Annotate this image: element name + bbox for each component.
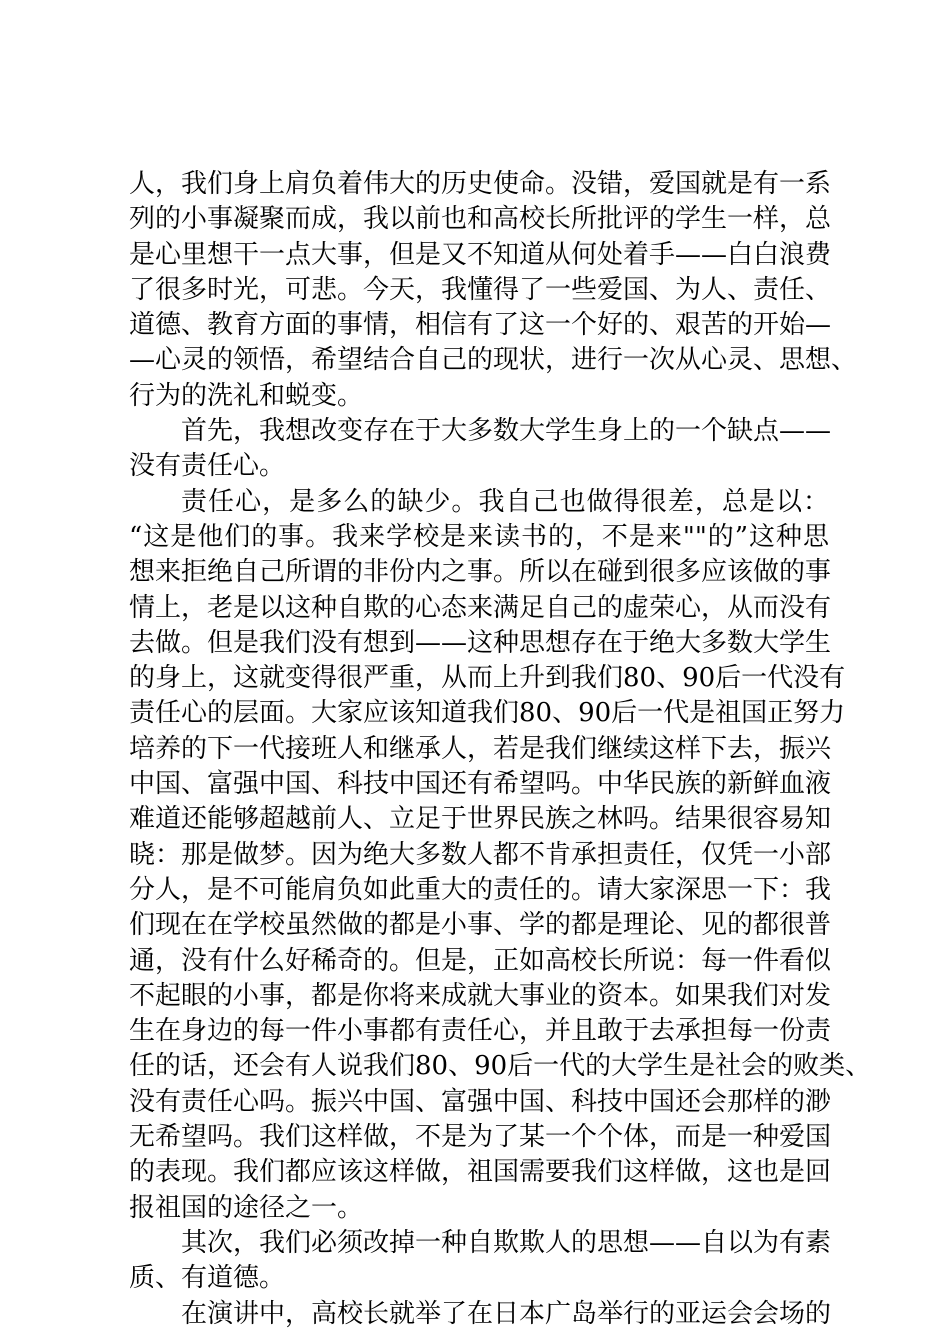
- text-line: 报祖国的途径之一。: [129, 1192, 364, 1223]
- text-line: 难道还能够超越前人、立足于世界民族之林吗。结果很容易知: [129, 804, 832, 835]
- text-line: 无希望吗。我们这样做，不是为了某一个个体，而是一种爱国: [129, 1122, 832, 1153]
- text-line: 行为的洗礼和蜕变。: [129, 380, 364, 411]
- text-line: 不起眼的小事，都是你将来成就大事业的资本。如果我们对发: [129, 980, 832, 1011]
- text-line: 的表现。我们都应该这样做，祖国需要我们这样做，这也是回: [129, 1157, 832, 1188]
- text-line: 是心里想干一点大事，但是又不知道从何处着手——白白浪费: [129, 239, 832, 270]
- text-line: 任的话，还会有人说我们80、90后一代的大学生是社会的败类、: [129, 1051, 872, 1082]
- text-line: 生在身边的每一件小事都有责任心，并且敢于去承担每一份责: [129, 1016, 832, 1047]
- text-line: 责任心的层面。大家应该知道我们80、90后一代是祖国正努力: [129, 698, 846, 729]
- text-line: 分人，是不可能肩负如此重大的责任的。请大家深思一下：我: [129, 874, 832, 905]
- text-line: 去做。但是我们没有想到——这种思想存在于绝大多数大学生: [129, 627, 832, 658]
- text-line: 首先，我想改变存在于大多数大学生身上的一个缺点——: [181, 416, 832, 447]
- text-line: 在演讲中，高校长就举了在日本广岛举行的亚运会会场的: [181, 1298, 832, 1329]
- text-line: 道德、教育方面的事情，相信有了这一个好的、艰苦的开始—: [129, 310, 832, 341]
- text-line: 中国、富强中国、科技中国还有希望吗。中华民族的新鲜血液: [129, 769, 832, 800]
- text-line: “这是他们的事。我来学校是来读书的，不是来""的”这种思: [129, 521, 829, 552]
- text-line: 晓：那是做梦。因为绝大多数人都不肯承担责任，仅凭一小部: [129, 839, 832, 870]
- text-line: 其次，我们必须改掉一种自欺欺人的思想——自以为有素: [181, 1227, 832, 1258]
- text-line: 通，没有什么好稀奇的。但是，正如高校长所说：每一件看似: [129, 945, 832, 976]
- text-line: 想来拒绝自己所谓的非份内之事。所以在碰到很多应该做的事: [129, 557, 832, 588]
- text-line: 情上，老是以这种自欺的心态来满足自己的虚荣心，从而没有: [129, 592, 832, 623]
- text-line: 了很多时光，可悲。今天，我懂得了一些爱国、为人、责任、: [129, 274, 832, 305]
- text-line: 没有责任心吗。振兴中国、富强中国、科技中国还会那样的渺: [129, 1086, 832, 1117]
- text-line: 责任心，是多么的缺少。我自己也做得很差，总是以：: [181, 486, 829, 517]
- text-line: 培养的下一代接班人和继承人，若是我们继续这样下去，振兴: [129, 733, 832, 764]
- text-line: —心灵的领悟，希望结合自己的现状，进行一次从心灵、思想、: [129, 345, 858, 376]
- text-line: 们现在在学校虽然做的都是小事、学的都是理论、见的都很普: [129, 910, 832, 941]
- text-line: 质、有道德。: [129, 1263, 286, 1294]
- text-line: 没有责任心。: [129, 451, 286, 482]
- document-body: [129, 167, 872, 1332]
- text-line: 的身上，这就变得很严重，从而上升到我们80、90后一代没有: [129, 663, 846, 694]
- text-line: 人，我们身上肩负着伟大的历史使命。没错，爱国就是有一系: [129, 169, 832, 199]
- text-line: 列的小事凝聚而成，我以前也和高校长所批评的学生一样，总: [129, 204, 832, 235]
